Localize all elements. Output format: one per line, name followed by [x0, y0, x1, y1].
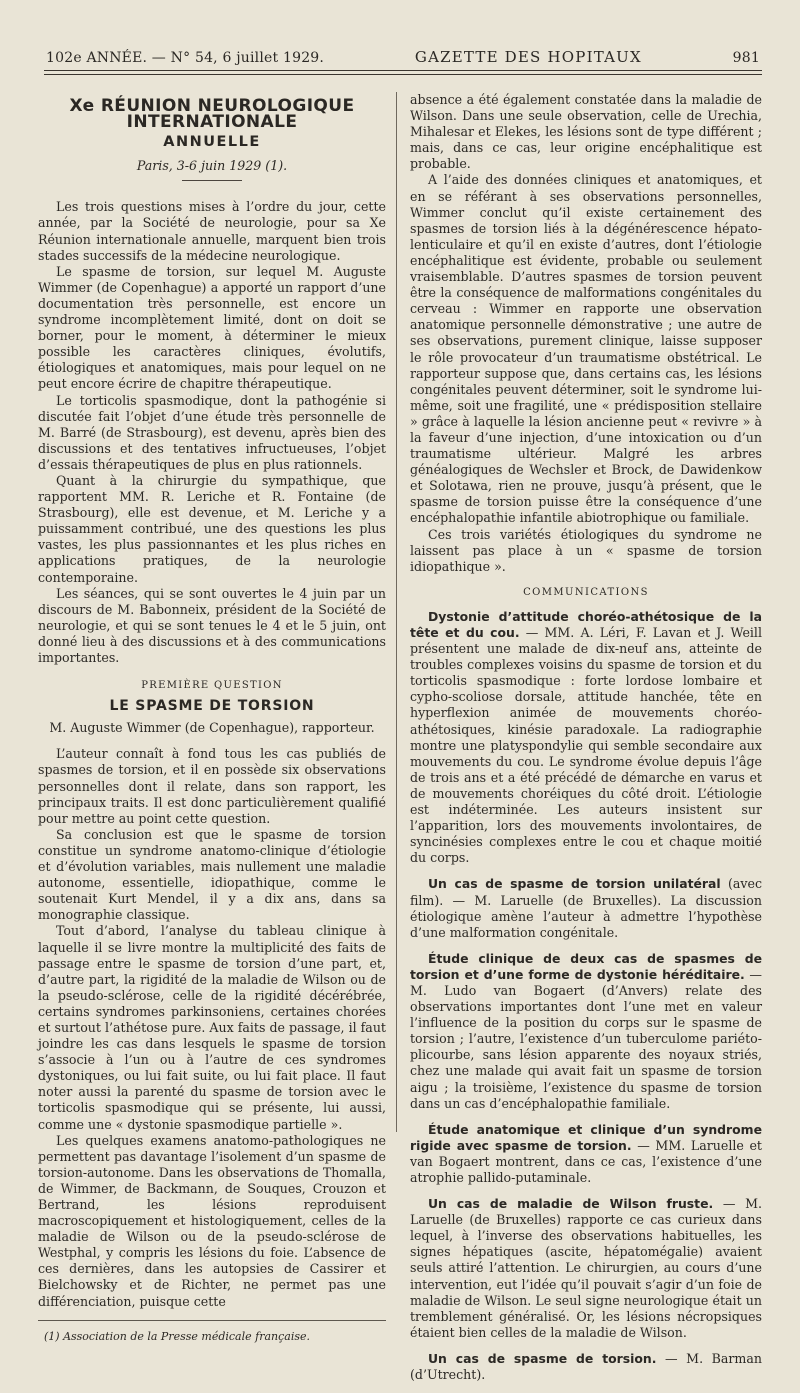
header-rule	[44, 70, 762, 71]
communication-title: Un cas de spasme de torsion unilatéral	[428, 876, 721, 892]
intro-paragraph: Les séances, qui se sont ouvertes le 4 juin par un discours de M. Babonneix, président de la Société de neurologie, et qui se sont tenues le 4 et le 5 juin, ont donné lieu à des discussions et à des communications importantes.	[38, 585, 386, 665]
left-column	[38, 92, 386, 1345]
article-subtitle: ANNUELLE	[163, 134, 261, 151]
intro-paragraph: Le spasme de torsion, sur lequel M. Auguste Wimmer (de Copenhague) a apporté un rapport d’une documentation très personnelle, est encore un syndrome incomplètement limité, dont on doit se borner, pour le moment, à déterminer le mieux possible les caractères cliniques, évolutifs, étiologiques et anatomiques, mais pour lequel on ne peut encore écrire de chapitre thérapeutique.	[38, 263, 386, 392]
body-paragraph: Sa conclusion est que le spasme de torsion constitue un syndrome anatomo-clinique d’étiologie et d’évolution variables, mais nullement une maladie autonome, essentielle, idiopathique, comme le soutenait Kurt Mendel, il y a dix ans, dans sa monographie classique.	[38, 826, 386, 923]
communication-title: Dystonie d’attitude choréo-athétosique de la tête et du cou.	[410, 608, 762, 640]
communications-label: COMMUNICATIONS	[523, 586, 649, 598]
issue-info: 102e ANNÉE. — N° 54, 6 juillet 1929.	[46, 50, 325, 66]
footnote-rule	[38, 1320, 386, 1321]
communication-body: — MM. A. Léri, F. Lavan et J. Weill présentent une malade de dix-neuf ans, atteinte de troubles complexes voisins du spasme de torsion et du torticolis spasmodique : forte lordose lombaire et cypho-scoliose dorsale, attitude hanchée, tête en hyperflexion animée de mouvements choréo-athétosiques, kinésie paradoxale. La radiographie montre une platyspondylie qui semble secondaire aux mouvements du cou. Le syndrome évolue depuis l’âge de trois ans et a été précédé de démarche en varus et de mouvements choréiques du côté droit. L’étiologie est indéterminée. Les auteurs insistent sur l’apparition, lors des mouvements involontaires, de syncinésies complexes entre le cou et chaque moitié du corps.	[410, 625, 762, 866]
communication-title: Un cas de maladie de Wilson fruste.	[428, 1196, 714, 1212]
page-header	[46, 48, 760, 66]
body-paragraph: A l’aide des données cliniques et anatomiques, et en se référant à ses observations personnelles, Wimmer conclut qu’il existe certainement des spasmes de torsion liés à la dégénérescence hépato-lenticulaire et qu’il en existe d’autres, dont l’étiologie encéphalitique est évidente, probable ou seulement vraisemblable. D’autres spasmes de torsion peuvent être la conséquence de malformations congénitales du cerveau : Wimmer en rapporte une observation anatomique personnelle démonstrative ; une autre de ses observations, purement clinique, laisse supposer le rôle provocateur d’un traumatisme obstétrical. Le rapporteur suppose que, dans certains cas, les lésions congénitales peuvent déterminer, soit le syndrome lui-même, soit une fragilité, une « prédisposition stellaire » grâce à laquelle la lésion ancienne peut « revivre » à la faveur d’une injection, d’une intoxication ou d’un traumatisme ultérieur. Malgré les arbres généalogiques de Wechsler et Brock, de Dawidenkow et Solotawa, rien ne prouve, jusqu’à présent, que le spasme de torsion puisse être la conséquence d’une encéphalopathie infantile abiotrophique ou familiale.	[410, 172, 762, 526]
intro-paragraph: Les trois questions mises à l’ordre du jour, cette année, par la Société de neurologie, pour sa Xe Réunion internationale annuelle, marquent bien trois stades successifs de la médecine neurologique.	[38, 199, 386, 263]
intro-paragraph: Quant à la chirurgie du sympathique, que rapportent MM. R. Leriche et R. Fontaine (de Strasbourg), elle est devenue, et M. Leriche y a puissamment contribué, une des questions les plus vastes, les plus passionnantes et les plus riches en applications pratiques, de la neurologie contemporaine.	[38, 472, 386, 585]
intro-paragraph: Le torticolis spasmodique, dont la pathogénie si discutée fait l’objet d’une étude très personnelle de M. Barré (de Strasbourg), est devenu, après bien des discussions et des tentatives infructueuses, l’objet d’essais thérapeutiques de plus en plus rationnels.	[38, 392, 386, 472]
communication-body: (avec film). — M. Laruelle (de Bruxelles). La discussion étiologique amène l’auteur à admettre l’hypothèse d’une malformation congénitale.	[410, 876, 763, 940]
body-paragraph: Tout d’abord, l’analyse du tableau clinique à laquelle il se livre montre la multiplicité des faits de passage entre le spasme de torsion d’une part, et, d’autre part, la rigidité de la maladie de Wilson ou de la pseudo-sclérose, celle de la rigidité décérébrée, certains syndromes parkinsoniens, certaines chorées et surtout l’athétose pure. Aux faits de passage, il faut joindre les cas dans lesquels le spasme de torsion s’associe à l’un ou à l’autre de ces syndromes dystoniques, ou lui fait suite, ou lui fait place. Il faut noter aussi la parenté du spasme de torsion avec le torticolis spasmodique qui se présente, lui aussi, comme une « dystonie spasmodique partielle ».	[38, 923, 386, 1132]
header-rule-double	[44, 74, 762, 75]
body-paragraph: Ces trois variétés étiologiques du syndrome ne laissent pas place à un « spasme de torsion idiopathique ».	[410, 526, 762, 574]
communication-title: Étude clinique de deux cas de spasmes de torsion et d’une forme de dystonie héréditaire.	[410, 950, 762, 982]
right-column	[410, 92, 762, 1393]
page-number: 981	[732, 50, 760, 66]
title-separator	[182, 180, 242, 181]
communication-body: — M. Ludo van Bogaert (d’Anvers) relate des observations importantes dont l’une met en valeur l’influence de la position du corps sur le spasme de torsion ; l’autre, l’existence d’un tuberculome pariéto-plicourbe, sans lésion apparente des noyaux striés, chez une malade qui avait fait un spasme de torsion aigu ; la troisième, l’existence du spasme de torsion dans un cas d’encéphalopathie familiale.	[410, 966, 762, 1111]
communication-item	[410, 951, 762, 1112]
communication-item	[410, 609, 762, 867]
communication-item	[410, 876, 762, 940]
journal-name: GAZETTE DES HOPITAUX	[414, 48, 642, 66]
communication-body: — MM. Laruelle et van Bogaert montrent, dans ce cas, l’existence d’une atrophie pallido-putaminale.	[410, 1137, 762, 1185]
column-divider	[396, 92, 397, 1132]
section-label: PREMIÈRE QUESTION	[141, 680, 283, 692]
communication-title: Un cas de spasme de torsion.	[428, 1350, 657, 1366]
section-title: LE SPASME DE TORSION	[109, 698, 315, 715]
body-paragraph: absence a été également constatée dans la maladie de Wilson. Dans une seule observation, celle de Urechia, Mihalesar et Elekes, les lésions sont de type différent ; mais, dans ce cas, leur origine encéphalitique est probable.	[410, 92, 762, 172]
article-dateline: Paris, 3-6 juin 1929 (1).	[136, 158, 288, 174]
body-paragraph: L’auteur connaît à fond tous les cas publiés de spasmes de torsion, et il en possède six observations personnelles dont il relate, dans son rapport, les principaux traits. Il est donc particulièrement qualifié pour mettre au point cette question.	[38, 746, 386, 826]
communication-title: Étude anatomique et clinique d’un syndrome rigide avec spasme de torsion.	[410, 1121, 762, 1153]
communication-item	[410, 1196, 762, 1341]
communication-item	[410, 1122, 762, 1186]
section-byline: M. Auguste Wimmer (de Copenhague), rapporteur.	[49, 720, 375, 736]
communication-item	[410, 1351, 762, 1383]
footnote: (1) Association de la Presse médicale française.	[44, 1329, 311, 1343]
article-title: Xe RÉUNION NEUROLOGIQUE INTERNATIONALE	[69, 96, 355, 133]
body-paragraph: Les quelques examens anatomo-pathologiques ne permettent pas davantage l’isolement d’un spasme de torsion-autonome. Dans les observations de Thomalla, de Wimmer, de Backmann, de Souques, Crouzon et Bertrand, les lésions reproduisent macroscopiquement et histologiquement, celles de la maladie de Wilson ou de la pseudo-sclérose de Westphal, y compris les lésions du foie. L’absence de ces dernières, dans les autopsies de Cassirer et Bielchowsky et de Richter, ne permet pas une différenciation, puisque cette	[38, 1132, 386, 1309]
communication-body: — M. Barman (d’Utrecht).	[410, 1350, 762, 1383]
communication-body: — M. Laruelle (de Bruxelles) rapporte ce cas curieux dans lequel, à l’inverse des observations habituelles, les signes hépatiques (ascite, hépatomégalie) avaient seuls attiré l’attention. Le chirurgien, au cours d’une intervention, eut l’idée qu’il pouvait s’agir d’un foie de maladie de Wilson. Le seul signe neurologique était un tremblement généralisé. Or, les lésions nécropsiques étaient bien celles de la maladie de Wilson.	[410, 1196, 762, 1340]
